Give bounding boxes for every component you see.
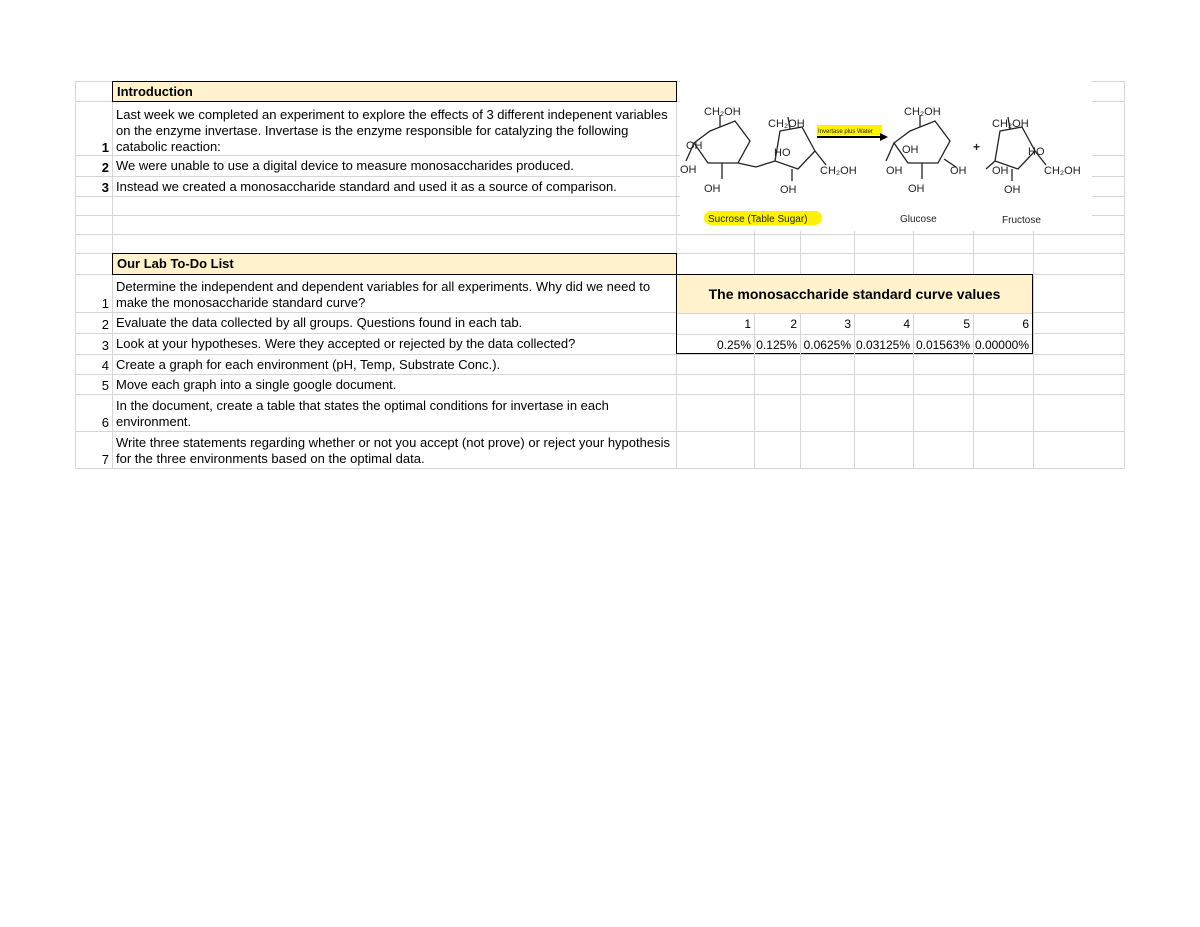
standard-number-cell: 2 [755,314,801,334]
sucrose-hydrolysis-diagram [680,81,1092,231]
sucrose-label: Sucrose (Table Sugar) [708,214,808,225]
svg-text:CH₂OH: CH₂OH [904,106,941,118]
svg-text:OH: OH [886,165,903,177]
standard-value-cell: 0.0625% [801,335,855,355]
intro-row-number: 2 [101,160,109,175]
svg-text:CH₂OH: CH₂OH [992,118,1029,130]
todo-row-number: 1 [101,296,109,311]
todo-row-number: 4 [101,358,109,373]
todo-row-number: 3 [101,338,109,353]
todo-row-number: 7 [101,452,109,467]
standard-value-row [677,334,1032,355]
svg-text:OH: OH [992,165,1009,177]
todo-row-number: 5 [101,378,109,393]
todo-row-number: 2 [101,317,109,332]
svg-text:OH: OH [780,184,797,196]
intro-row-number: 1 [101,140,109,155]
standard-value-cell: 0.25% [677,335,755,355]
todo-header: Our Lab To-Do List [112,253,677,275]
standard-number-cell: 3 [801,314,855,334]
svg-text:CH₂OH: CH₂OH [704,106,741,118]
todo-row-text: In the document, create a table that states the optimal conditions for invertase in each environment. [116,398,609,429]
svg-text:OH: OH [902,144,919,156]
spreadsheet [75,81,1125,469]
svg-text:OH: OH [950,165,967,177]
svg-text:OH: OH [686,140,703,152]
todo-row-text: Write three statements regarding whether or not you accept (not prove) or reject your hypothesis for the three environments based on the optimal data. [116,435,670,466]
intro-row-text: Instead we created a monosaccharide standard and used it as a source of comparison. [116,179,617,194]
svg-text:CH₂OH: CH₂OH [1044,165,1081,177]
intro-row-text: Last week we completed an experiment to explore the effects of 3 different indepenent variables on the enzyme invertase. Invertase is the enzyme responsible for catalyzing the following catabolic reaction: [116,107,668,154]
todo-row-text: Look at your hypotheses. Were they accepted or rejected by the data collected? [116,336,576,351]
reaction-structures-image [680,81,1092,231]
standard-curve-table [676,274,1033,354]
standard-value-cell: 0.03125% [855,335,914,355]
arrow-label: Invertase plus Water [818,129,873,135]
svg-text:CH₂OH: CH₂OH [820,165,857,177]
plus-sign: + [973,140,981,154]
svg-text:HO: HO [1028,146,1045,158]
svg-text:HO: HO [774,147,791,159]
standard-value-cell: 0.00000% [974,338,1029,352]
todo-row-text: Create a graph for each environment (pH, Temp, Substrate Conc.). [116,357,501,372]
standard-curve-title: The monosaccharide standard curve values [677,275,1032,313]
svg-text:OH: OH [908,183,925,195]
svg-text:OH: OH [704,183,721,195]
todo-row-text: Move each graph into a single google document. [116,377,397,392]
standard-number-row [677,313,1032,334]
standard-number-cell: 1 [677,314,755,334]
standard-value-cell: 0.01563% [914,335,974,355]
standard-value-cell: 0.125% [755,335,801,355]
todo-row-number: 6 [101,415,109,430]
glucose-label: Glucose [900,214,937,225]
todo-row-text: Evaluate the data collected by all groups. Questions found in each tab. [116,315,523,330]
todo-row-text: Determine the independent and dependent variables for all experiments. Why did we need to make the monosaccharide standard curve? [116,279,651,310]
svg-text:OH: OH [680,164,697,176]
standard-number-cell: 5 [914,314,974,334]
intro-row-text: We were unable to use a digital device to measure monosaccharides produced. [116,158,574,173]
standard-number-cell: 6 [1022,317,1029,331]
intro-header: Introduction [112,81,677,102]
svg-text:OH: OH [1004,184,1021,196]
fructose-label: Fructose [1002,215,1041,226]
intro-row-number: 3 [101,180,109,195]
svg-text:CH₂OH: CH₂OH [768,118,805,130]
standard-number-cell: 4 [855,314,914,334]
